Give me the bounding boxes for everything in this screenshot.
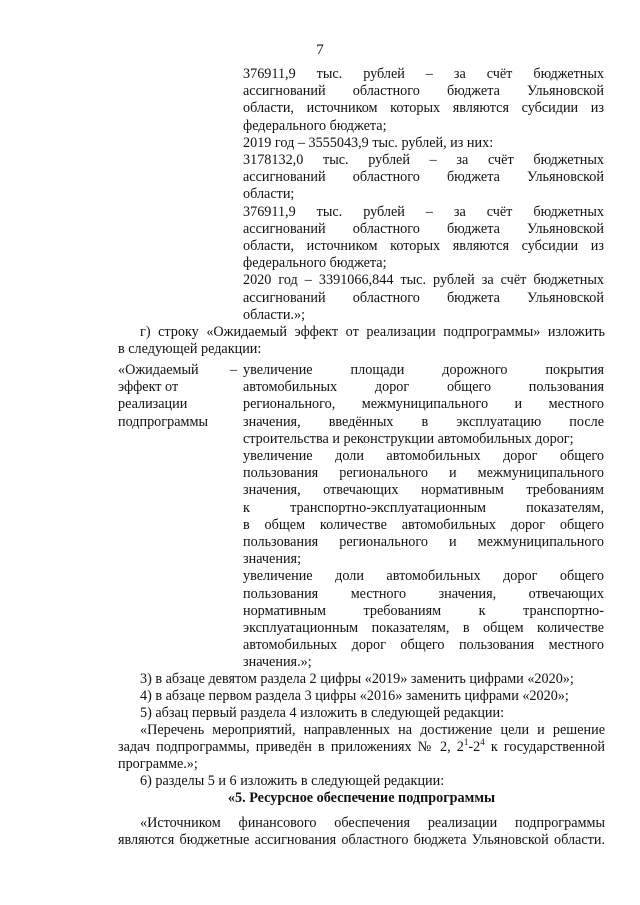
funding-block-line: 3178132,0 тыс. рублей – за счёт бюджетных xyxy=(243,152,604,169)
effect-text-line: пользования местного значения, отвечающих xyxy=(243,585,604,602)
item-g-line2: в следующей редакции: xyxy=(118,341,262,358)
effect-text-line: значения, отвечающих нормативным требованиям xyxy=(243,482,604,499)
item-5: 5) абзац первый раздела 4 изложить в следующей редакции: xyxy=(140,705,505,721)
funding-block-line: области; xyxy=(243,186,295,203)
effect-text-line: увеличение доли автомобильных дорог общего xyxy=(243,448,604,465)
final-paragraph xyxy=(118,815,605,849)
funding-block-line: ассигнований областного бюджета Ульяновской xyxy=(243,83,604,100)
quote-line-2: задач подпрограммы, приведён в приложениях № 2, $2^1-2^4$ к государственной xyxy=(118,737,605,756)
funding-block-line: 376911,9 тыс. рублей – за счёт бюджетных xyxy=(243,203,604,220)
item-g xyxy=(118,324,605,358)
quote-paragraph xyxy=(118,722,605,774)
funding-block-line: ассигнований областного бюджета Ульяновской xyxy=(243,169,604,186)
effect-dash: – xyxy=(230,362,238,378)
funding-block-line: 376911,9 тыс. рублей – за счёт бюджетных xyxy=(243,66,604,82)
effect-text-line: значения; xyxy=(243,551,302,568)
effect-text-line: значения, введённых в эксплуатацию после xyxy=(243,413,604,430)
quote-line-3: программе.»; xyxy=(118,756,198,773)
page-number: 7 xyxy=(316,42,324,58)
funding-block-line: 2019 год – 3555043,9 тыс. рублей, из них: xyxy=(243,134,494,151)
funding-block-line: 2020 год – 3391066,844 тыс. рублей за счёт бюджетных xyxy=(243,272,604,289)
effect-label-line: подпрограммы xyxy=(118,413,208,430)
item-6: 6) разделы 5 и 6 изложить в следующей редакции: xyxy=(140,773,445,789)
final-line-1: «Источником финансового обеспечения реализации подпрограммы xyxy=(140,815,605,831)
funding-block-line: ассигнований областного бюджета Ульяновской xyxy=(243,289,604,306)
funding-block-line: области, источником которых являются субсидии из xyxy=(243,238,604,255)
item-3: 3) в абзаце девятом раздела 2 цифры «2019» заменить цифрами «2020»; xyxy=(140,671,574,687)
effect-label-line: реализации xyxy=(118,396,188,413)
funding-block-line: области, источником которых являются субсидии из xyxy=(243,100,604,117)
effect-label xyxy=(118,362,228,431)
effect-text-line: строительства и реконструкции автомобильных дорог; xyxy=(243,430,574,447)
funding-block-line: ассигнований областного бюджета Ульяновской xyxy=(243,220,604,237)
quote-line-1: «Перечень мероприятий, направленных на достижение цели и решение xyxy=(140,722,605,738)
final-line-2: являются бюджетные ассигнования областного бюджета Ульяновской области. xyxy=(118,832,605,849)
effect-text-line: автомобильных дорог общего пользования местного xyxy=(243,637,604,654)
effect-text-line: к транспортно-эксплуатационным показателям, xyxy=(243,499,604,516)
effect-text xyxy=(243,362,604,672)
effect-text-line: регионального, межмуниципального и местного xyxy=(243,396,604,413)
funding-block-line: федерального бюджета; xyxy=(243,255,387,272)
effect-label-line: эффект от xyxy=(118,379,179,396)
effect-text-line: пользования регионального и межмуниципального xyxy=(243,465,604,482)
effect-text-line: значения.»; xyxy=(243,654,312,671)
funding-block-line: области.»; xyxy=(243,306,306,323)
item-g-line1: г) строку «Ожидаемый эффект от реализации подпрограммы» изложить xyxy=(140,324,605,340)
effect-text-line: эксплуатационным показателям, в общем количестве xyxy=(243,620,604,637)
effect-text-line: увеличение площади дорожного покрытия xyxy=(243,362,604,378)
funding-block-line: федерального бюджета; xyxy=(243,117,387,134)
effect-text-line: в общем количестве автомобильных дорог общего xyxy=(243,516,604,533)
funding-block xyxy=(243,66,604,324)
section-heading: «5. Ресурсное обеспечение подпрограммы xyxy=(227,790,496,806)
effect-text-line: автомобильных дорог общего пользования xyxy=(243,379,604,396)
item-4: 4) в абзаце первом раздела 3 цифры «2016» заменить цифрами «2020»; xyxy=(140,688,569,704)
effect-text-line: увеличение доли автомобильных дорог общего xyxy=(243,568,604,585)
effect-text-line: нормативным требованиям к транспортно- xyxy=(243,602,604,619)
effect-text-line: пользования регионального и межмуниципального xyxy=(243,534,604,551)
effect-label-line: «Ожидаемый xyxy=(118,362,199,378)
